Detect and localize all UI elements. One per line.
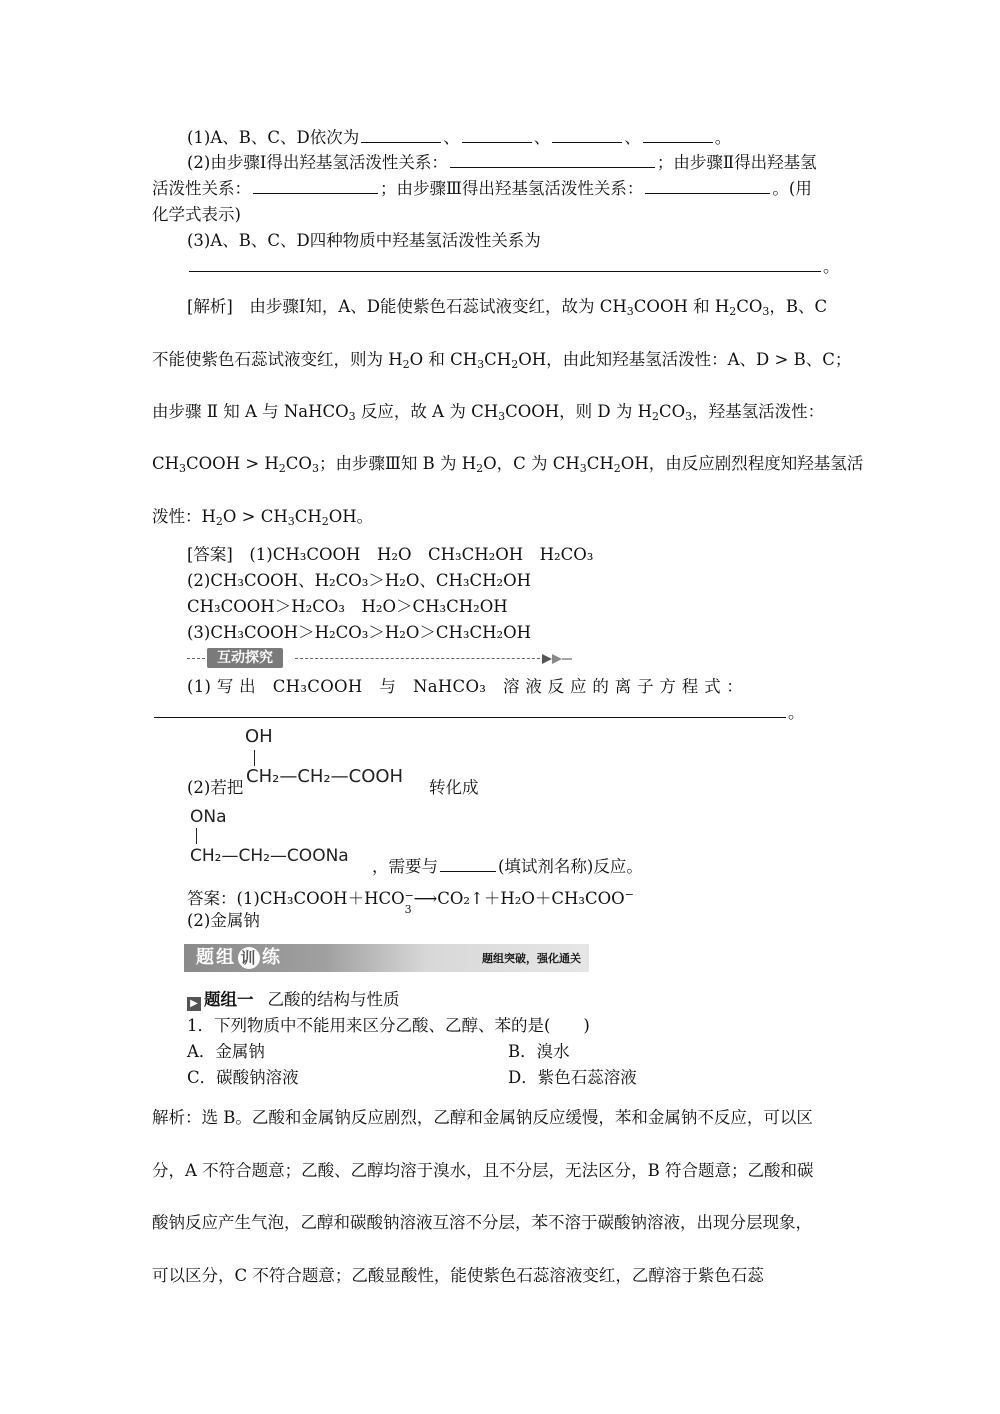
option-c[interactable]: C．碳酸钠溶液	[187, 1068, 299, 1087]
question-2-line3: 化学式表示)	[152, 205, 241, 224]
section-header	[184, 944, 589, 972]
group-explanation-line2: 分，A 不符合题意；乙酸、乙醇均溶于溴水，且不分层，无法区分，B 符合题意；乙酸和碳	[152, 1161, 814, 1180]
answer-blank[interactable]	[462, 128, 532, 143]
analysis-line1: [解析] 由步骤Ⅰ知，A、D能使紫色石蕊试液变红，故为 $CH_3COOH$ 和 $H_2CO_3$，B、C	[187, 297, 828, 318]
answer-blank[interactable]	[361, 128, 441, 143]
group-explanation-line3: 酸钠反应产生气泡，乙醇和碳酸钠溶液互溶不分层，苯不溶于碳酸钠溶液，出现分层现象，	[152, 1213, 812, 1232]
section-title: 题组 训 练	[196, 947, 282, 968]
struct1-oh: OH	[245, 726, 273, 747]
question-3-blank-line: 。	[187, 256, 840, 278]
banner-dash	[187, 658, 205, 659]
interactive-q2-suffix: ，需要与 (填试剂名称)反应。	[372, 857, 643, 876]
answer-blank[interactable]	[450, 153, 655, 168]
answer-blank[interactable]	[645, 179, 770, 194]
question-1: (1)A、B、C、D依次为 、 、 、 。	[187, 128, 732, 147]
section-subtitle: 题组突破，强化通关	[482, 952, 581, 965]
interactive-q1: (1) 写 出 CH₃COOH 与 NaHCO₃ 溶 液 反 应 的 离 子 方 程 式 ：	[187, 677, 744, 696]
answer-line3: CH₃COOH＞H₂CO₃ H₂O＞CH₃CH₂OH	[187, 597, 508, 616]
analysis-line3: 由步骤 Ⅱ 知 A 与 NaHCO$_3$ 反应，故 A 为 $CH_3COOH$，则 D 为 $H_2CO_3$，羟基氢活泼性：	[152, 402, 825, 423]
question-2-line1: (2)由步骤Ⅰ得出羟基氢活泼性关系： ；由步骤Ⅱ得出羟基氢	[187, 153, 817, 172]
answer-blank[interactable]	[253, 179, 378, 194]
group-heading: ▶ 题组一 乙酸的结构与性质	[187, 989, 400, 1011]
interactive-answer2: (2)金属钠	[187, 911, 260, 930]
answer-blank[interactable]	[440, 857, 496, 872]
option-d[interactable]: D．紫色石蕊溶液	[508, 1068, 637, 1087]
option-a[interactable]: A．金属钠	[187, 1042, 265, 1061]
option-b[interactable]: B．溴水	[508, 1042, 570, 1061]
question-2-line2: 活泼性关系： ；由步骤Ⅲ得出羟基氢活泼性关系： 。(用	[152, 179, 812, 198]
group-explanation-line4: 可以区分，C 不符合题意；乙酸显酸性，能使紫色石蕊溶液变红，乙醇溶于紫色石蕊	[152, 1266, 764, 1285]
interactive-answer1: 答案：(1)CH₃COOH＋HCO − 3 ⟶CO₂↑＋H₂O＋CH₃COO−	[187, 888, 634, 916]
struct1-bond	[254, 750, 255, 766]
struct2-ona: ONa	[190, 807, 227, 827]
arrow-icon	[542, 651, 574, 667]
answer-line4: (3)CH₃COOH＞H₂CO₃＞H₂O＞CH₃CH₂OH	[187, 623, 532, 642]
group-explanation-line1: 解析：选 B。乙酸和金属钠反应剧烈，乙醇和金属钠反应缓慢，苯和金属钠不反应，可以区	[152, 1108, 813, 1127]
group-question-1: 1．下列物质中不能用来区分乙酸、乙醇、苯的是( )	[187, 1016, 590, 1035]
answer-blank[interactable]	[643, 128, 713, 143]
analysis-line2: 不能使紫色石蕊试液变红，则为 $H_2O$ 和 $CH_3CH_2OH$，由此知羟基氢活泼性：A、D > B、C；	[152, 350, 852, 371]
interactive-q2-prefix: (2)若把	[187, 778, 244, 797]
struct2-bond	[196, 828, 197, 844]
answer-blank[interactable]	[189, 257, 821, 272]
analysis-line5: 泼性：$H_2O > CH_3CH_2OH$。	[152, 507, 374, 528]
struct1-main: CH₂—CH₂—COOH	[246, 766, 404, 787]
answer-line1: [答案] (1)CH₃COOH H₂O CH₃CH₂OH H₂CO₃	[187, 545, 594, 564]
banner-dash	[295, 658, 545, 659]
answer-line2: (2)CH₃COOH、H₂CO₃＞H₂O、CH₃CH₂OH	[187, 571, 532, 590]
question-3: (3)A、B、C、D四种物质中羟基氢活泼性关系为	[187, 231, 541, 250]
answer-blank[interactable]	[552, 128, 622, 143]
play-icon: ▶	[187, 997, 201, 1011]
interactive-q1-blank: 。	[152, 702, 805, 724]
answer-blank[interactable]	[154, 703, 786, 718]
section-circle: 训	[238, 947, 260, 969]
analysis-line4: $CH_3COOH > H_2CO_3$；由步骤Ⅲ知 B 为 $H_2O$，C 为 $CH_3CH_2OH$，由反应剧烈程度知羟基氢活	[152, 454, 864, 475]
struct2-main: CH₂—CH₂—COONa	[190, 846, 349, 866]
interactive-banner	[187, 648, 587, 670]
banner-label: 互动探究	[207, 648, 283, 668]
interactive-q2-transform: 转化成	[429, 778, 479, 797]
